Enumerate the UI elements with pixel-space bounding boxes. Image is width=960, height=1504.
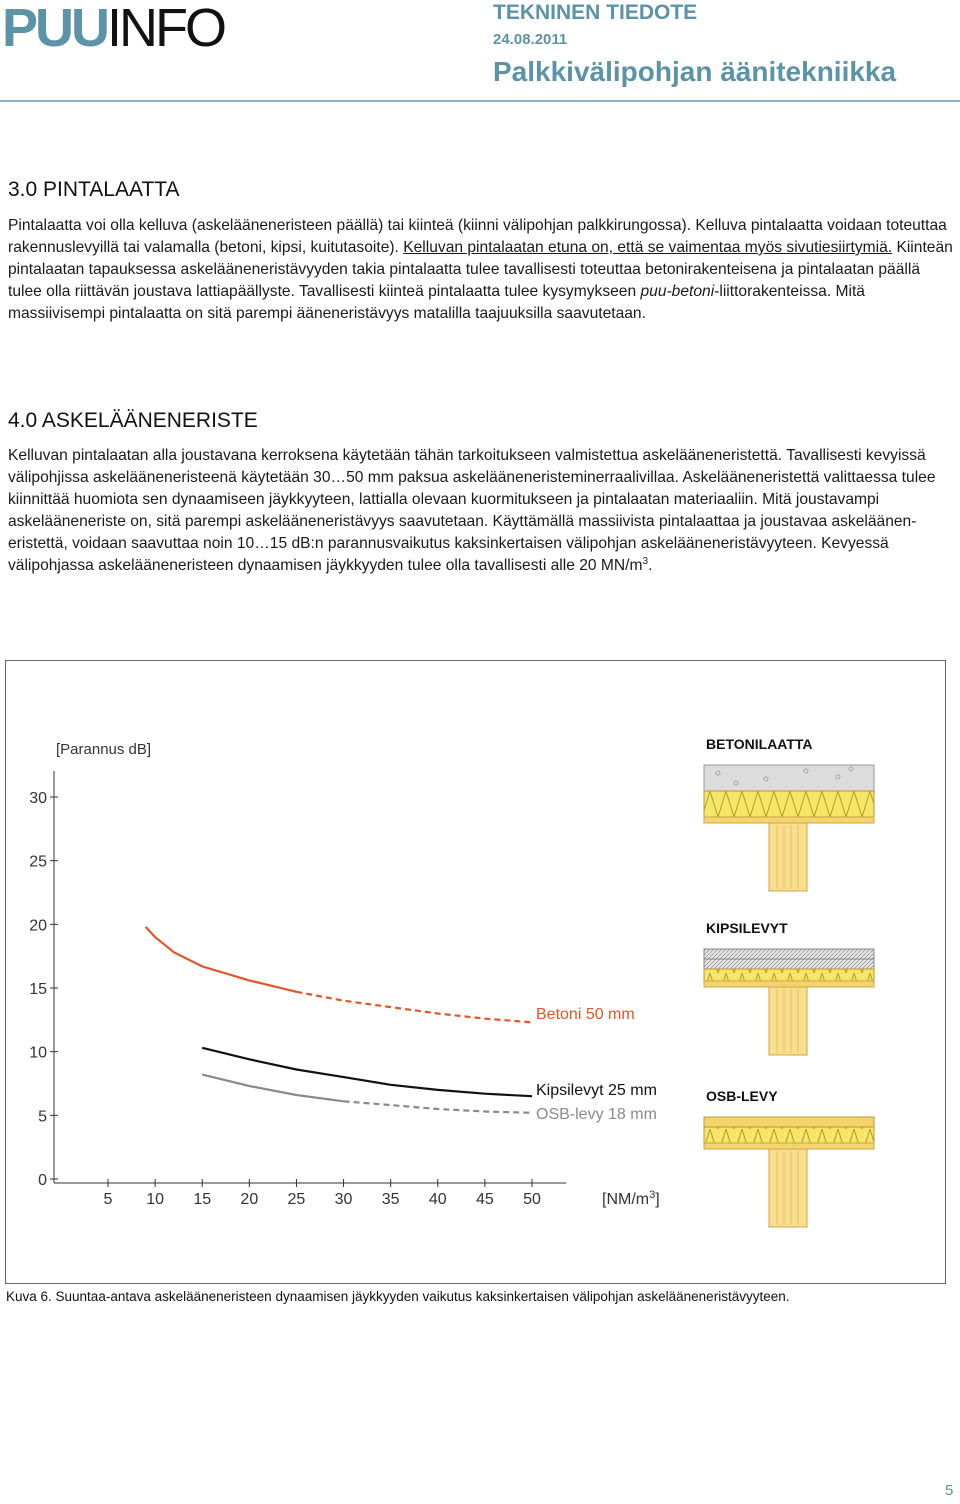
gypsum-board-2 — [704, 959, 874, 969]
insulation-layer — [704, 969, 874, 981]
page-number: 5 — [945, 1482, 954, 1499]
panel-label-kipsilevyt: KIPSILEVYT — [706, 920, 788, 936]
chart-series — [146, 927, 657, 1123]
section-4-heading: 4.0 ASKELÄÄNENERISTE — [8, 409, 258, 432]
y-tick-label: 25 — [29, 853, 47, 871]
series-line-solid — [146, 927, 297, 992]
document-title: Palkkivälipohjan äänitekniikka — [493, 56, 897, 87]
osb-board — [704, 1117, 874, 1127]
section-4-paragraph — [8, 445, 953, 577]
y-tick-label: 20 — [29, 917, 47, 935]
y-tick-label: 15 — [29, 981, 47, 998]
header-divider — [0, 100, 960, 102]
x-tick-label: 25 — [287, 1191, 306, 1208]
x-tick-label: 30 — [334, 1191, 353, 1208]
gypsum-board-1 — [704, 949, 874, 959]
x-tick-label: 20 — [240, 1191, 259, 1208]
chart-axes — [29, 741, 659, 1208]
insulation-layer — [704, 791, 874, 817]
section-3-italic-text: puu-betoni — [640, 283, 715, 300]
x-tick-label: 35 — [381, 1191, 400, 1208]
y-tick-label: 10 — [29, 1044, 47, 1062]
series-line-solid — [202, 1075, 343, 1102]
logo-puu: PUU — [2, 0, 108, 58]
panel-label-betonilaatta: BETONILAATTA — [706, 736, 813, 752]
figure-6-chart — [6, 661, 944, 1281]
series-label: OSB-levy 18 mm — [536, 1106, 657, 1123]
logo-info: INFO — [107, 0, 225, 58]
section-3-text-b: Kiinteän pintalaatan tapauksessa askelääneneristävyyden takia pintalaatta tulee tavallisesti toteuttaa betonirakenteisena ja pintalaatan päällä tulee olla riittävän joustava lattiapäällyste. Tavallisesti kiinteä pintalaatta tulee kysymykseen — [8, 239, 953, 300]
subfloor-board — [704, 981, 874, 987]
section-4-text-end: . — [648, 557, 653, 574]
section-3-heading: 3.0 PINTALAATTA — [8, 178, 180, 201]
document-date: 24.08.2011 — [493, 31, 568, 48]
section-3-paragraph — [8, 215, 953, 325]
y-tick-label: 0 — [38, 1172, 47, 1189]
series-line — [202, 1048, 532, 1096]
puuinfo-logo — [2, 0, 260, 58]
structure-panels — [704, 736, 874, 1227]
subfloor-board — [704, 1143, 874, 1149]
joist-2 — [769, 987, 807, 1055]
x-axis-unit: $[NM/m^3]$ — [602, 1189, 660, 1208]
y-tick-label: 5 — [38, 1108, 47, 1126]
series-label: Kipsilevyt 25 mm — [536, 1082, 657, 1099]
subfloor-board — [704, 817, 874, 823]
x-tick-label: 40 — [428, 1191, 447, 1208]
section-3-text-c: -liittorakenteissa. Mitä massiivisempi pintalaatta on sitä parempi ääneneristävyys matalilla taajuuksilla saavutetaan. — [8, 283, 865, 322]
y-tick-label: 30 — [29, 790, 47, 807]
y-axis-label: [Parannus dB] — [56, 741, 152, 758]
document-type: TEKNINEN TIEDOTE — [493, 1, 698, 24]
section-4-text: Kelluvan pintalaatan alla joustavana kerroksena käytetään tähän tarkoitukseen valmistettua askelääneneristettä. Tavallisesti kevyissä välipohjissa askelääneneristeenä käytetään 30…50 mm paksua askelääneneristeminerraalivillaa. Askelääneneristettä valittaessa tulee kiinnittää huomiota sen dynaamiseen jäykkyyteen, lattialla olevaan kuormitukseen ja pintalaatan materiaaliin. Mitä joustavampi askelääneneriste on, sitä parempi askelääneneristävyys saavutetaan. Käyttämällä massiivista pintalaattaa ja joustavaa askelääneneristettä, voidaan saavuttaa noin 10…15 dB:n parannusvaikutus kaksinkertaisen välipohjan askelääneneristävyyteen. Kevyessä välipohjassa askelääneneristeen dynaamisen jäykkyyden tulee olla tavallisesti alle 20 MN/m — [8, 447, 936, 574]
x-tick-label: 50 — [523, 1191, 541, 1208]
x-tick-label: 45 — [475, 1191, 494, 1208]
panel-label-osb-levy: OSB-LEVY — [706, 1088, 778, 1104]
joist-1 — [769, 823, 807, 891]
section-4-superscript: 3 — [642, 556, 649, 567]
section-3-text-a: Pintalaatta voi olla kelluva (askelääneneristeen päällä) tai kiinteä (kiinni välipohjan palkkirungossa). Kelluva pintalaatta voidaan toteuttaa rakennuslevyillä tai valamalla (betoni, kipsi, kuitutasoite). — [8, 217, 947, 256]
insulation-layer — [704, 1127, 874, 1143]
concrete-layer — [704, 765, 874, 791]
x-tick-label: 10 — [146, 1191, 165, 1208]
x-tick-label: 5 — [103, 1191, 113, 1208]
series-line-dashed — [296, 992, 532, 1023]
x-tick-label: 15 — [193, 1191, 212, 1208]
section-3-underlined-text: Kelluvan pintalaatan etuna on, että se vaimentaa myös sivutiesiirtymiä. — [403, 239, 893, 256]
figure-caption: Kuva 6. Suuntaa-antava askelääneneristeen dynaamisen jäykkyyden vaikutus kaksinkertaisen välipohjan askelääneneristävyyteen. — [6, 1289, 790, 1304]
joist-3 — [769, 1149, 807, 1227]
series-label: Betoni 50 mm — [536, 1006, 635, 1023]
series-line-dashed — [344, 1101, 532, 1113]
